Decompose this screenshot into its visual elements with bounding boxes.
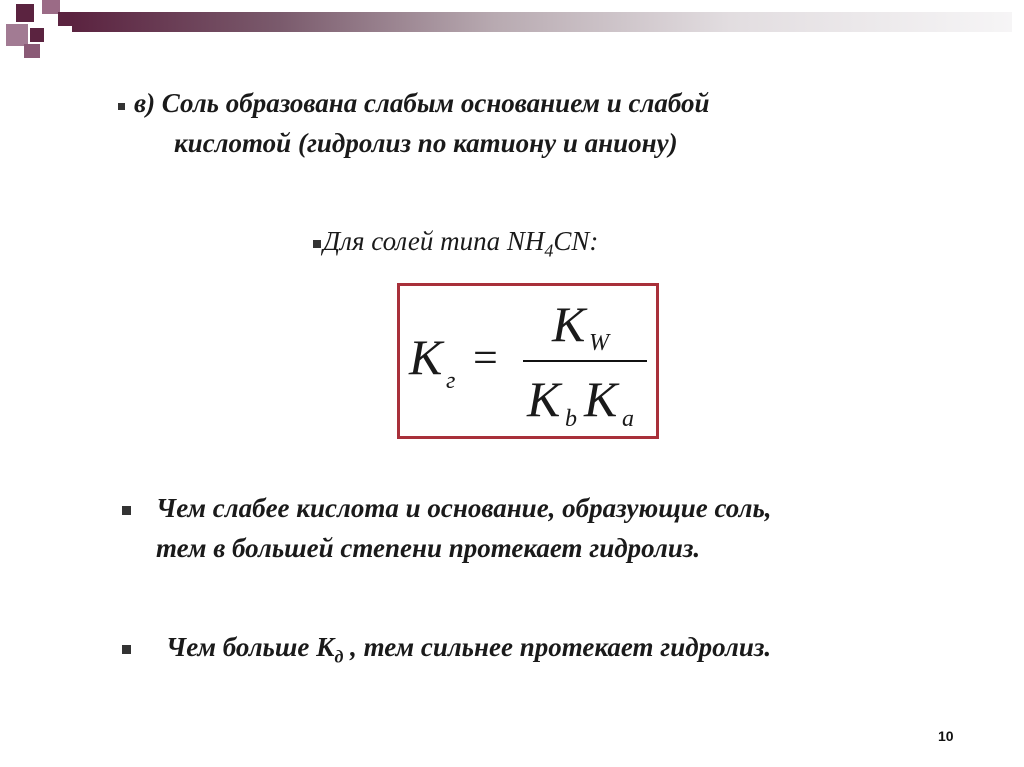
bullet-weak (122, 506, 131, 515)
bullet-salt-type (313, 240, 321, 248)
salt-type-sub: 4 (544, 240, 554, 261)
weak-line1: Чем слабее кислота и основание, образующие соль, (156, 493, 772, 523)
salt-type-prefix: Для солей типа NH (323, 226, 545, 256)
bullet-point-a (118, 103, 125, 110)
salt-type-suffix: CN: (553, 226, 599, 256)
kd-prefix: Чем больше К (166, 632, 335, 662)
formula-lhs-sub: г (446, 368, 456, 394)
header-square-6 (24, 44, 40, 58)
header-square-1 (16, 4, 34, 22)
point-a-line1: в) Соль образована слабым основанием и слабой (134, 88, 710, 118)
formula-equals: = (473, 333, 498, 382)
formula-den2: K (584, 371, 618, 427)
page-number: 10 (938, 728, 954, 744)
kd-suffix: , тем сильнее протекает гидролиз. (343, 632, 772, 662)
kd-sub: д (334, 646, 344, 667)
formula-den1-sub: b (565, 406, 577, 432)
formula-num: K (552, 296, 586, 352)
formula-lhs: K (409, 329, 443, 385)
formula-fraction-line (523, 360, 647, 362)
header-square-3 (58, 12, 72, 26)
header-square-4 (6, 24, 28, 46)
header-gradient-bar (72, 12, 1012, 32)
point-a-line2: кислотой (гидролиз по катиону и аниону) (174, 128, 678, 158)
salt-type-label (323, 226, 598, 261)
bullet-kd (122, 645, 131, 654)
weak-line2: тем в большей степени протекает гидролиз. (156, 533, 701, 563)
kd-line (166, 632, 771, 667)
formula-num-sub: W (589, 330, 609, 356)
formula-den2-sub: a (622, 406, 634, 432)
formula-den1: K (527, 371, 561, 427)
header-square-5 (30, 28, 44, 42)
